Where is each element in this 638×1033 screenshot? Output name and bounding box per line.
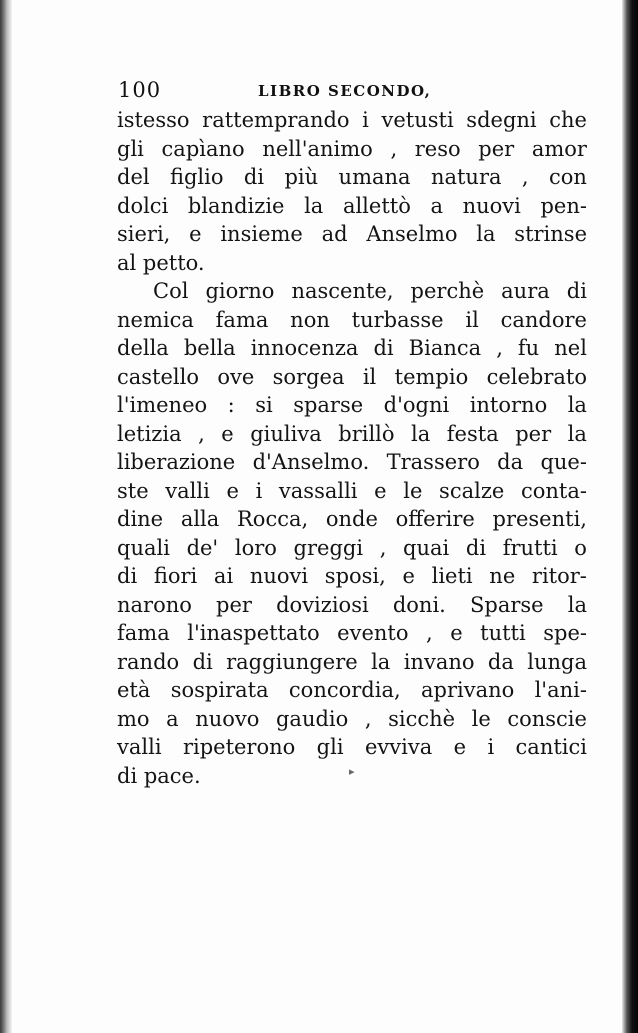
- word: perchè: [410, 279, 485, 303]
- text-line: [117, 648, 587, 677]
- word: lunga: [527, 649, 587, 674]
- word: fama: [215, 307, 269, 332]
- word: onde: [325, 507, 378, 531]
- word: Col: [153, 279, 189, 303]
- word: loro: [234, 535, 277, 560]
- word: nascente,: [291, 279, 394, 303]
- word: la: [567, 421, 587, 446]
- word: l'imeneo: [117, 393, 208, 417]
- word: fu: [517, 336, 540, 360]
- word: ,: [496, 336, 503, 360]
- word: giuliva: [250, 421, 322, 446]
- word: vassalli: [278, 478, 358, 503]
- text-line: [117, 135, 587, 164]
- running-head: LIBRO SECONDO,: [258, 82, 432, 100]
- word: per: [478, 136, 515, 161]
- word: Rocca,: [236, 507, 309, 531]
- word: umana: [338, 165, 411, 189]
- word: ad: [321, 222, 348, 246]
- word: turbasse: [351, 307, 444, 332]
- word: e: [453, 735, 467, 759]
- text-line: [117, 192, 587, 221]
- word: di: [117, 564, 138, 588]
- word: l'inaspettato: [187, 621, 320, 645]
- text-line: [117, 163, 587, 192]
- word: nuovi: [249, 564, 309, 588]
- word: que-: [540, 450, 587, 474]
- word: nemica: [117, 307, 194, 332]
- word: invano: [403, 649, 475, 674]
- word: e: [221, 421, 234, 446]
- word: la: [567, 592, 587, 617]
- word: di: [566, 279, 587, 303]
- word: a: [166, 706, 179, 731]
- ink-speck: ▸: [349, 765, 355, 778]
- text-line: [117, 591, 587, 620]
- word: che: [549, 108, 587, 132]
- word: offerire: [395, 507, 475, 531]
- word: ai: [213, 564, 234, 588]
- text-line: [117, 705, 587, 734]
- word: :: [227, 393, 235, 417]
- word: istesso: [117, 108, 190, 132]
- word: insieme: [220, 222, 303, 246]
- word: la: [567, 393, 587, 417]
- word: a: [430, 193, 443, 218]
- word: sospirata: [170, 678, 269, 702]
- word: narono: [117, 592, 192, 617]
- word: e: [374, 478, 387, 503]
- text-line: [117, 277, 587, 306]
- word: strinse: [514, 222, 587, 246]
- word: letizia: [117, 421, 182, 446]
- word: nel: [554, 336, 587, 360]
- word: ,: [198, 421, 205, 446]
- word: concordia,: [288, 678, 401, 702]
- page-header: [118, 74, 448, 106]
- word: raggiungere: [226, 649, 358, 674]
- word: tutti: [480, 621, 526, 645]
- word: evento: [337, 621, 409, 645]
- word: celebrato: [486, 364, 587, 389]
- word: festa: [446, 421, 499, 446]
- word: nuovi: [462, 193, 521, 218]
- word: la: [371, 649, 391, 674]
- word: sorgea: [272, 364, 345, 389]
- word: pen-: [540, 193, 587, 218]
- text-line: [117, 733, 587, 762]
- word: di: [243, 165, 265, 189]
- word: doviziosi: [276, 592, 369, 617]
- page-left-edge: [0, 0, 12, 1033]
- text-line: [117, 505, 587, 534]
- word: ne: [489, 564, 516, 588]
- word: ,: [390, 136, 398, 161]
- word: di: [465, 535, 487, 560]
- word: liberazione: [117, 450, 236, 474]
- word: ,: [426, 621, 433, 645]
- word: la: [304, 193, 324, 218]
- word: Sparse: [470, 592, 544, 617]
- word: Bianca: [408, 336, 482, 360]
- word: doni.: [392, 592, 446, 617]
- word: età: [117, 678, 151, 702]
- word: allettò: [342, 193, 411, 218]
- word: le: [471, 706, 491, 731]
- word: sparse: [293, 393, 364, 417]
- body-text: [117, 106, 587, 790]
- word: la: [476, 222, 496, 246]
- word: d'Anselmo.: [252, 450, 370, 474]
- word: lieti: [431, 564, 473, 588]
- word: il: [362, 364, 377, 389]
- word: o: [574, 535, 587, 560]
- word: l'ani-: [534, 678, 587, 702]
- word: Anselmo: [366, 222, 458, 246]
- word: gli: [316, 735, 344, 759]
- word: valli: [165, 478, 210, 503]
- word: innocenza: [250, 336, 359, 360]
- word: di: [192, 649, 213, 674]
- word: castello: [117, 364, 200, 389]
- word: con: [549, 165, 587, 189]
- word: gli: [117, 136, 144, 161]
- word: fama: [117, 621, 170, 645]
- word: cantici: [515, 735, 587, 759]
- word: nuovo: [195, 706, 260, 731]
- word: i: [362, 108, 369, 132]
- word: quali: [117, 535, 170, 560]
- text-line: [117, 306, 587, 335]
- text-line: [117, 676, 587, 705]
- word: dolci: [117, 193, 169, 218]
- text-line: [117, 420, 587, 449]
- word: vetusti: [381, 108, 454, 132]
- word: e: [402, 564, 415, 588]
- word: per: [515, 421, 552, 446]
- word: dine: [117, 507, 164, 531]
- word: natura: [430, 165, 502, 189]
- word: blandizie: [187, 193, 285, 218]
- text-line: [117, 477, 587, 506]
- word: di: [373, 336, 394, 360]
- word: fiori: [153, 564, 198, 588]
- word: candore: [500, 307, 587, 332]
- word: ove: [217, 364, 255, 389]
- text-line: [117, 220, 587, 249]
- word: conscie: [507, 706, 587, 731]
- word: le: [403, 478, 423, 503]
- word: il: [465, 307, 479, 332]
- word: intorno: [469, 393, 548, 417]
- word: gaudio: [275, 706, 349, 731]
- word: aprivano: [420, 678, 515, 702]
- word: ,: [379, 535, 387, 560]
- word: reso: [414, 136, 461, 161]
- word: si: [255, 393, 273, 417]
- word: del: [117, 165, 150, 189]
- word: sieri,: [117, 222, 171, 246]
- word: figlio: [169, 165, 224, 189]
- word: i: [487, 735, 495, 759]
- word: ,: [364, 706, 372, 731]
- word: rando: [117, 649, 180, 674]
- word: sposi,: [324, 564, 386, 588]
- word: nell'animo: [262, 136, 373, 161]
- word: da: [497, 450, 524, 474]
- text-line: [117, 562, 587, 591]
- word: ste: [117, 478, 149, 503]
- word: rattemprando: [202, 108, 350, 132]
- word: i: [255, 478, 263, 503]
- text-line: al petto.: [117, 250, 205, 275]
- word: mo: [117, 706, 150, 731]
- word: e: [450, 621, 463, 645]
- text-line: [117, 391, 587, 420]
- word: scalze: [439, 478, 505, 503]
- word: alla: [180, 507, 220, 531]
- word: tempio: [394, 364, 469, 389]
- text-line: di pace.: [117, 763, 201, 788]
- text-line: [117, 363, 587, 392]
- word: capìano: [161, 136, 245, 161]
- word: sdegni: [466, 108, 537, 132]
- word: presenti,: [492, 507, 587, 531]
- word: aura: [501, 279, 550, 303]
- word: bella: [183, 336, 236, 360]
- word: e: [226, 478, 239, 503]
- word: spe-: [543, 621, 587, 645]
- text-line: [117, 334, 587, 363]
- word: d'ogni: [383, 393, 450, 417]
- word: più: [284, 165, 319, 189]
- word: non: [290, 307, 330, 332]
- word: frutti: [502, 535, 558, 560]
- text-line: [117, 106, 587, 135]
- word: valli: [117, 735, 162, 759]
- page-right-edge: [622, 0, 638, 1033]
- text-line: [117, 448, 587, 477]
- text-line: [117, 619, 587, 648]
- word: de': [186, 535, 219, 560]
- word: evviva: [364, 735, 433, 759]
- text-line: [117, 534, 587, 563]
- page-number: 100: [118, 78, 162, 102]
- word: Trassero: [386, 450, 480, 474]
- word: da: [487, 649, 514, 674]
- word: amor: [531, 136, 587, 161]
- word: quai: [403, 535, 450, 560]
- word: greggi: [293, 535, 364, 560]
- word: brillò: [338, 421, 395, 446]
- word: sicchè: [388, 706, 456, 731]
- word: ,: [521, 165, 529, 189]
- word: la: [411, 421, 431, 446]
- word: ritor-: [531, 564, 587, 588]
- word: giorno: [205, 279, 275, 303]
- word: conta-: [520, 478, 587, 503]
- word: della: [117, 336, 169, 360]
- word: per: [216, 592, 252, 617]
- word: ripeterono: [182, 735, 296, 759]
- word: e: [189, 222, 202, 246]
